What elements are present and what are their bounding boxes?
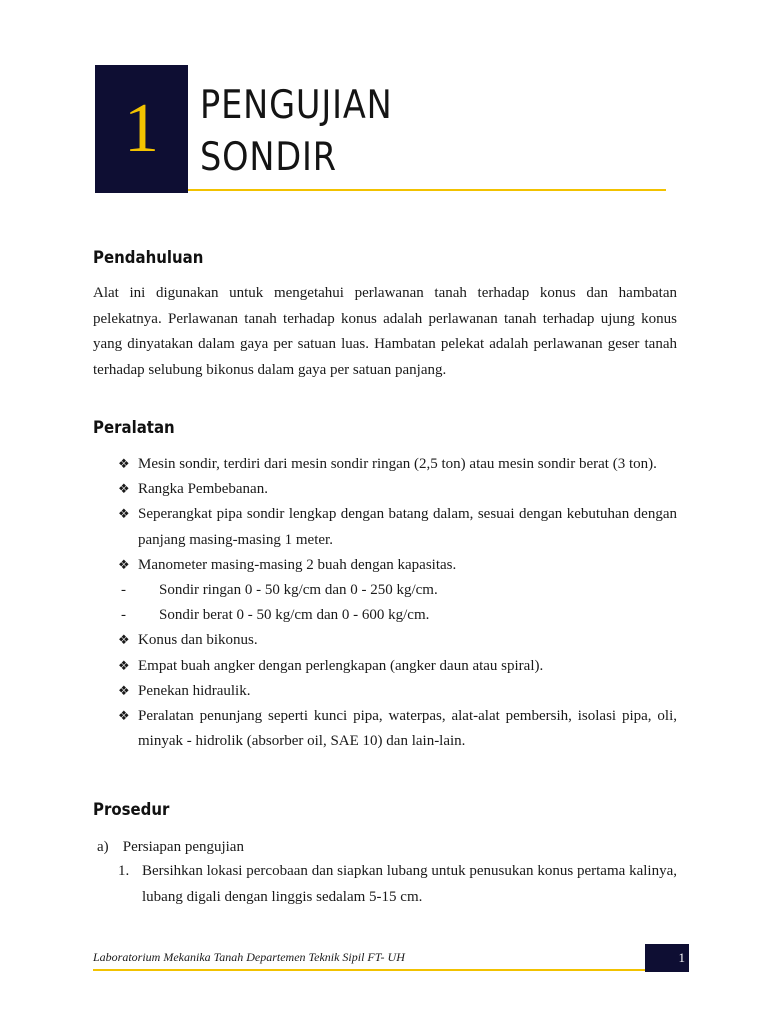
step-1-text: Bersihkan lokasi percobaan dan siapkan lubang untuk penusukan konus pertama kalinya, lubang digali dengan linggis sedalam 5-15 cm.: [142, 863, 677, 905]
sub-list-item: - Sondir berat 0 - 50 kg/cm dan 0 - 600 kg/cm.: [118, 603, 677, 628]
step-1-number: 1.: [118, 863, 130, 879]
diamond-bullet-icon: ❖: [118, 658, 130, 674]
step-a-label: a): [97, 839, 109, 855]
list-item: ❖ Empat buah angker dengan perlengkapan (angker daun atau spiral).: [118, 654, 677, 679]
sub-list-item: - Sondir ringan 0 - 50 kg/cm dan 0 - 250 kg/cm.: [118, 578, 677, 603]
procedure-step-1: [118, 859, 677, 910]
procedure-step-a: [97, 835, 244, 860]
diamond-bullet-icon: ❖: [118, 633, 130, 649]
diamond-bullet-icon: ❖: [118, 482, 130, 498]
chapter-number-box: [95, 65, 188, 193]
chapter-title: [200, 80, 393, 184]
list-item: ❖ Seperangkat pipa sondir lengkap dengan batang dalam, sesuai dengan kebutuhan dengan panjang masing-masing 1 meter.: [118, 502, 677, 552]
list-item: ❖ Peralatan penunjang seperti kunci pipa, waterpas, alat-alat pembersih, isolasi pipa, oli, minyak - hidrolik (absorber oil, SAE 10) dan lain-lain.: [118, 704, 677, 754]
diamond-bullet-icon: ❖: [118, 507, 130, 523]
step-a-text: Persiapan pengujian: [122, 839, 244, 855]
diamond-bullet-icon: ❖: [118, 457, 130, 472]
intro-paragraph: Alat ini digunakan untuk mengetahui perlawanan tanah terhadap konus dan hambatan pelekatnya. Perlawanan tanah terhadap konus adalah perlawanan tanah terhadap ujung konus yang dinyatakan dalam gaya per satuan luas. Hambatan pelekat adalah perlawanan geser tanah terhadap selubung bikonus dalam gaya per satuan panjang.: [93, 285, 677, 378]
section-heading-equipment: Peralatan: [93, 418, 175, 438]
list-item: ❖ Konus dan bikonus.: [118, 628, 677, 653]
chapter-number: 1: [124, 90, 159, 167]
section-heading-procedure: Prosedur: [93, 800, 170, 820]
list-item: ❖ Rangka Pembebanan.: [118, 477, 677, 502]
title-underline: [188, 189, 666, 191]
list-item: ❖ Manometer masing-masing 2 buah dengan kapasitas.: [118, 553, 677, 578]
footer-rule: [93, 969, 645, 971]
diamond-bullet-icon: ❖: [118, 683, 130, 699]
page-number: 1: [645, 944, 689, 972]
dash-bullet: -: [121, 582, 126, 599]
footer-text: Laboratorium Mekanika Tanah Departemen Teknik Sipil FT- UH: [93, 950, 405, 964]
diamond-bullet-icon: ❖: [118, 557, 130, 573]
list-item: ❖ Penekan hidraulik.: [118, 679, 677, 704]
equipment-list: [118, 452, 677, 754]
chapter-title-line-1: PENGUJIAN: [200, 83, 393, 128]
chapter-title-line-2: SONDIR: [200, 135, 337, 180]
diamond-bullet-icon: ❖: [118, 709, 130, 725]
list-item: ❖ Mesin sondir, terdiri dari mesin sondir ringan (2,5 ton) atau mesin sondir berat (3 ton).: [118, 452, 677, 477]
section-heading-intro: Pendahuluan: [93, 248, 204, 268]
dash-bullet: -: [121, 607, 126, 624]
